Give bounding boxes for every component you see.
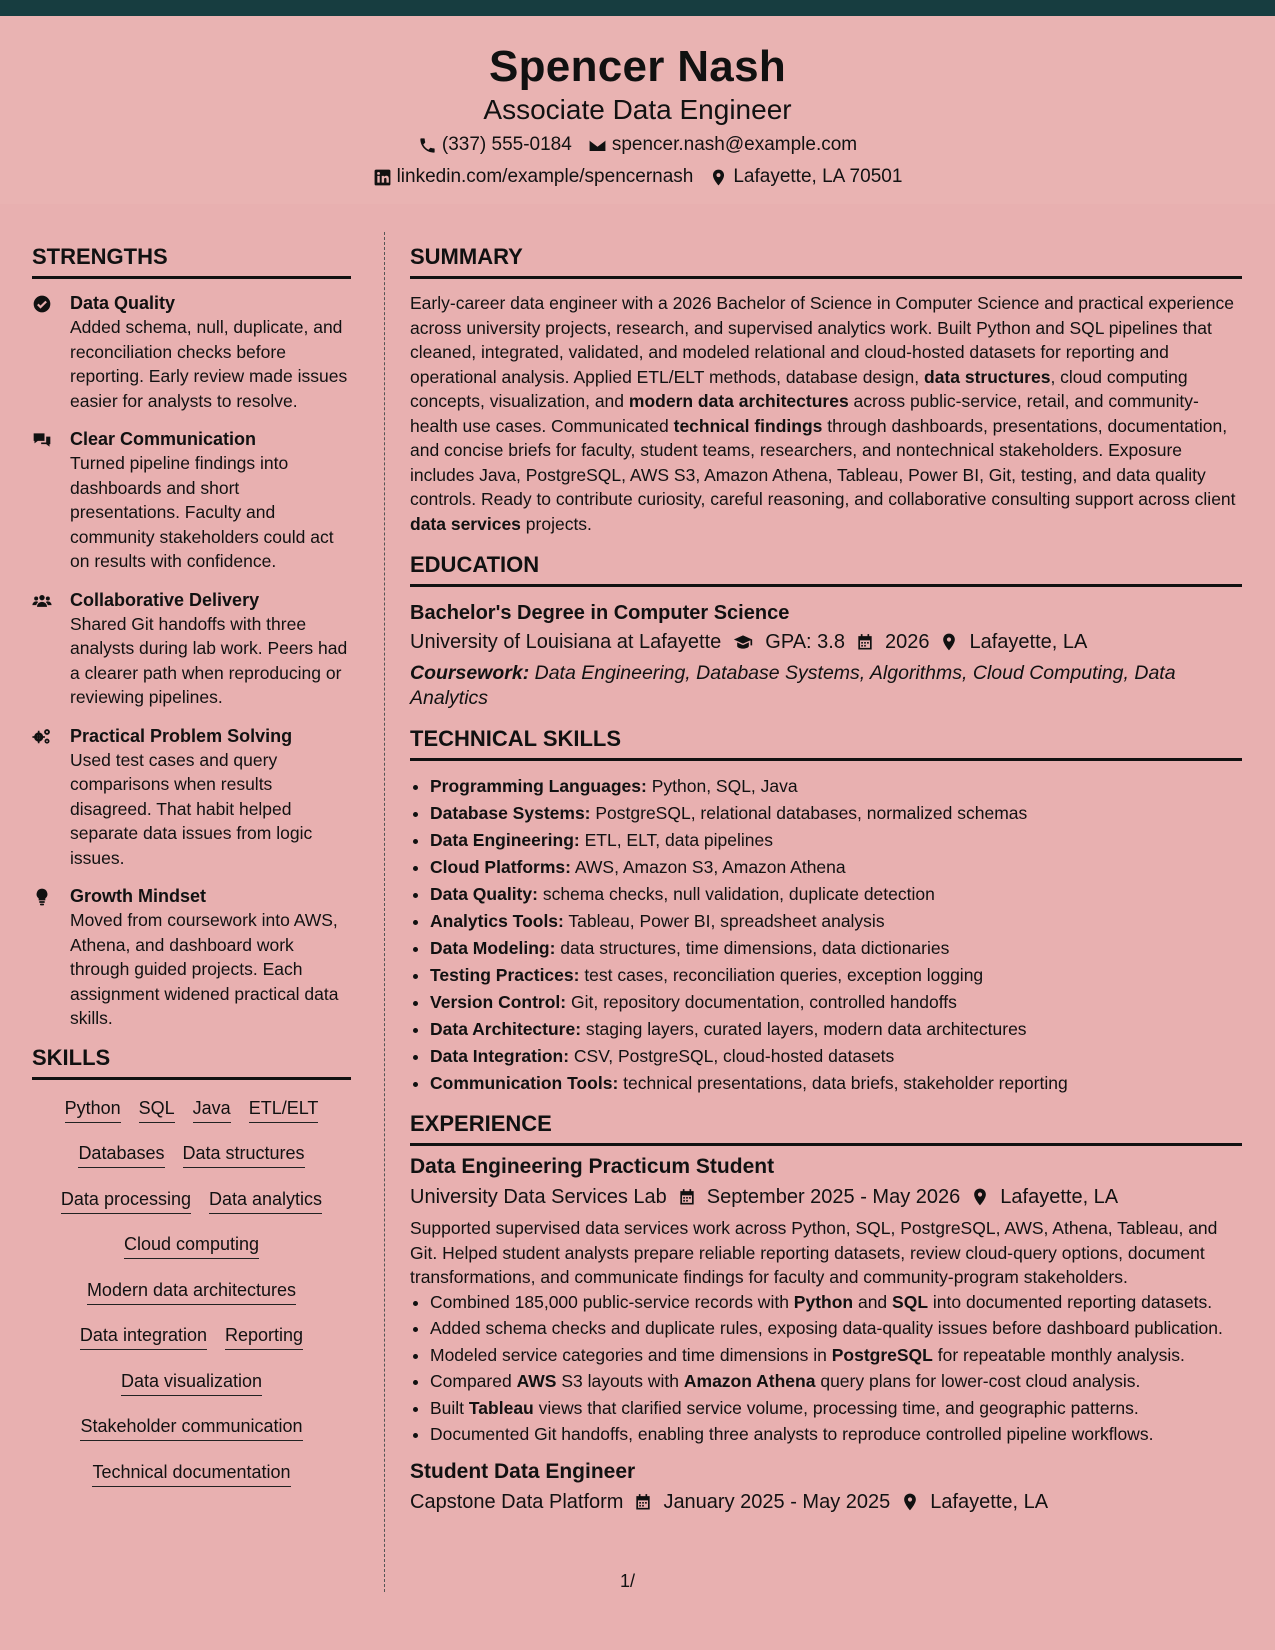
right-column [410, 244, 1242, 1517]
map-pin-icon [970, 1187, 990, 1207]
job-org: University Data Services Lab [410, 1186, 667, 1208]
graduation-cap-icon [731, 632, 755, 652]
job-location: Lafayette, LA [930, 1490, 1049, 1513]
technical-skills-list [410, 773, 1242, 1097]
strength-description: Moved from coursework into AWS, Athena, and dashboard work through guided projects. Each assignment widened practical data skills. [70, 910, 339, 1028]
skill-row [92, 1462, 290, 1508]
map-pin-icon [939, 632, 959, 652]
skill-row [80, 1416, 302, 1462]
technical-skill-item: • Version Control: Git, repository documentation, controlled handoffs [430, 989, 1242, 1016]
job-bullets [410, 1290, 1242, 1447]
graduation-year: 2026 [884, 631, 930, 653]
strength-title: Data Quality [70, 293, 176, 313]
skill-row [78, 1143, 304, 1189]
job-title: Student Data Engineer [410, 1459, 636, 1483]
skill-tag: Modern data architectures [87, 1280, 296, 1305]
candidate-title: Associate Data Engineer [483, 94, 792, 125]
location-text: Lafayette, LA 70501 [733, 166, 903, 187]
gpa-value: GPA: 3.8 [765, 631, 845, 653]
job-meta [410, 1487, 1242, 1517]
job-org: Capstone Data Platform [410, 1490, 624, 1513]
skill-tag: Data structures [183, 1143, 305, 1168]
strength-description: Shared Git handoffs with three analysts during lab work. Peers had a clearer path when reproducing or reviewing pipelines. [70, 613, 348, 707]
technical-skill-item: • Communication Tools: technical presentations, data briefs, stakeholder reporting [430, 1070, 1242, 1097]
location-contact [709, 166, 902, 188]
gears-icon [32, 727, 52, 747]
job-title: Data Engineering Practicum Student [410, 1155, 775, 1178]
contact-row-2 [0, 166, 1275, 188]
coursework: Coursework: Data Engineering, Database Systems, Algorithms, Cloud Computing, Data Analytics [410, 662, 1176, 709]
skill-tag: Data integration [80, 1325, 207, 1350]
summary-text: Early-career data engineer with a 2026 Bachelor of Science in Computer Science and practical experience across university projects, research, and supervised analytics work. Built Python and SQL pipelines that cleaned, integrated, validated, and modeled relational and cloud-hosted datasets for reporting and operational analysis. Applied ETL/ELT methods, database design, data structures, cloud computing concepts, visualization, and modern data architectures across public-service, retail, and community-health use cases. Communicated technical findings through dashboards, presentations, documentation, and concise briefs for faculty, student teams, researchers, and nontechnical stakeholders. Exposure includes Java, PostgreSQL, AWS S3, Amazon Athena, Tableau, Power BI, Git, testing, and data quality controls. Ready to contribute curiosity, careful reasoning, and collaborative consulting support across client data services projects. [410, 293, 1236, 534]
skill-row [124, 1234, 259, 1280]
skills-list [32, 1098, 351, 1508]
phone-text: (337) 555-0184 [441, 134, 572, 155]
summary-heading: SUMMARY [410, 244, 1242, 279]
calendar-icon [855, 632, 875, 652]
check-circle-icon [32, 294, 52, 314]
skill-tag: Java [193, 1098, 231, 1123]
resume-header [0, 16, 1275, 204]
technical-skills-heading: TECHNICAL SKILLS [410, 726, 1242, 761]
skill-tag: Cloud computing [124, 1234, 259, 1259]
job-bullet: • Built Tableau views that clarified service volume, processing time, and geographic patterns. [430, 1396, 1242, 1421]
linkedin-text: linkedin.com/example/spencernash [396, 166, 694, 187]
strength-item [32, 588, 351, 710]
technical-skill-item: • Testing Practices: test cases, reconciliation queries, exception logging [430, 962, 1242, 989]
left-column [32, 244, 351, 1507]
job-description: Supported supervised data services work across Python, SQL, PostgreSQL, AWS, Athena, Tableau, and Git. Helped student analysts prepare reliable reporting datasets, review cloud-query options, document transformations, and communicate findings for faculty and community-program stakeholders. [410, 1218, 1218, 1287]
skill-tag: Data analytics [209, 1189, 322, 1214]
job-meta [410, 1182, 1242, 1212]
strength-item [32, 884, 351, 1031]
skill-tag: Databases [78, 1143, 164, 1168]
skill-row [87, 1280, 296, 1326]
map-pin-icon [709, 168, 728, 187]
skill-tag: Technical documentation [92, 1462, 290, 1487]
email-text: spencer.nash@example.com [611, 134, 858, 155]
job-location: Lafayette, LA [1000, 1186, 1119, 1208]
job-bullet: • Added schema checks and duplicate rules, exposing data-quality issues before dashboard publication. [430, 1316, 1242, 1341]
phone-contact[interactable] [418, 134, 572, 156]
job-bullet: • Documented Git handoffs, enabling three analysts to reproduce controlled pipeline workflows. [430, 1422, 1242, 1447]
page-number: 1/ [620, 1571, 636, 1591]
skill-tag: Data processing [61, 1189, 191, 1214]
skills-heading: SKILLS [32, 1045, 351, 1080]
technical-skill-item: • Programming Languages: Python, SQL, Java [430, 773, 1242, 800]
top-accent-bar [0, 0, 1275, 16]
education-heading: EDUCATION [410, 552, 1242, 587]
strength-title: Collaborative Delivery [70, 589, 260, 610]
job-bullet: • Modeled service categories and time dimensions in PostgreSQL for repeatable monthly analysis. [430, 1343, 1242, 1368]
strength-item [32, 291, 351, 413]
strength-title: Practical Problem Solving [70, 725, 293, 746]
school-location: Lafayette, LA [969, 631, 1088, 653]
calendar-icon [633, 1492, 653, 1512]
technical-skill-item: • Analytics Tools: Tableau, Power BI, spreadsheet analysis [430, 908, 1242, 935]
job-dates: September 2025 - May 2026 [706, 1186, 961, 1208]
calendar-icon [677, 1187, 697, 1207]
linkedin-contact[interactable] [373, 166, 694, 188]
strength-description: Used test cases and query comparisons when results disagreed. That habit helped separate data issues from logic issues. [70, 749, 313, 868]
candidate-name: Spencer Nash [488, 42, 787, 91]
skill-tag: Python [65, 1098, 121, 1123]
strength-item [32, 724, 351, 871]
skill-tag: SQL [139, 1098, 175, 1123]
skill-tag: Reporting [225, 1325, 303, 1350]
technical-skill-item: • Data Architecture: staging layers, curated layers, modern data architectures [430, 1016, 1242, 1043]
linkedin-icon [373, 168, 392, 187]
map-pin-icon [900, 1492, 920, 1512]
job-bullet: • Compared AWS S3 layouts with Amazon Athena query plans for lower-cost cloud analysis. [430, 1369, 1242, 1394]
technical-skill-item: • Cloud Platforms: AWS, Amazon S3, Amazon Athena [430, 854, 1242, 881]
phone-icon [418, 136, 437, 155]
job-bullet: • Combined 185,000 public-service records with Python and SQL into documented reporting datasets. [430, 1290, 1242, 1315]
skill-tag: Data visualization [121, 1371, 262, 1396]
strength-description: Turned pipeline findings into dashboards and short presentations. Faculty and community stakeholders could act on results with confidence. [70, 453, 334, 571]
strength-title: Clear Communication [70, 429, 257, 449]
lightbulb-icon [32, 887, 52, 907]
technical-skill-item: • Data Engineering: ETL, ELT, data pipelines [430, 827, 1242, 854]
strength-item [32, 427, 351, 574]
degree-title: Bachelor's Degree in Computer Science [410, 602, 790, 624]
skill-tag: Stakeholder communication [80, 1416, 302, 1441]
contact-row-1 [0, 134, 1275, 156]
users-icon [32, 591, 52, 611]
technical-skill-item: • Data Quality: schema checks, null validation, duplicate detection [430, 881, 1242, 908]
skill-row [80, 1325, 303, 1371]
skill-row [121, 1371, 262, 1417]
skill-tag: ETL/ELT [249, 1098, 319, 1123]
strength-description: Added schema, null, duplicate, and reconciliation checks before reporting. Early review made issues easier for analysts to resolve. [70, 317, 348, 411]
technical-skill-item: • Data Integration: CSV, PostgreSQL, cloud-hosted datasets [430, 1043, 1242, 1070]
education-meta [410, 627, 1242, 657]
skill-row [65, 1098, 319, 1144]
strength-title: Growth Mindset [70, 886, 206, 906]
email-contact[interactable] [588, 134, 857, 156]
job-dates: January 2025 - May 2025 [663, 1490, 891, 1513]
skill-row [61, 1189, 322, 1235]
technical-skill-item: • Database Systems: PostgreSQL, relational databases, normalized schemas [430, 800, 1242, 827]
column-divider [384, 232, 385, 1592]
chat-icon [32, 430, 52, 450]
strengths-heading: STRENGTHS [32, 244, 351, 279]
technical-skill-item: • Data Modeling: data structures, time dimensions, data dictionaries [430, 935, 1242, 962]
experience-heading: EXPERIENCE [410, 1111, 1242, 1146]
school-name: University of Louisiana at Lafayette [410, 631, 722, 653]
envelope-icon [588, 136, 607, 155]
